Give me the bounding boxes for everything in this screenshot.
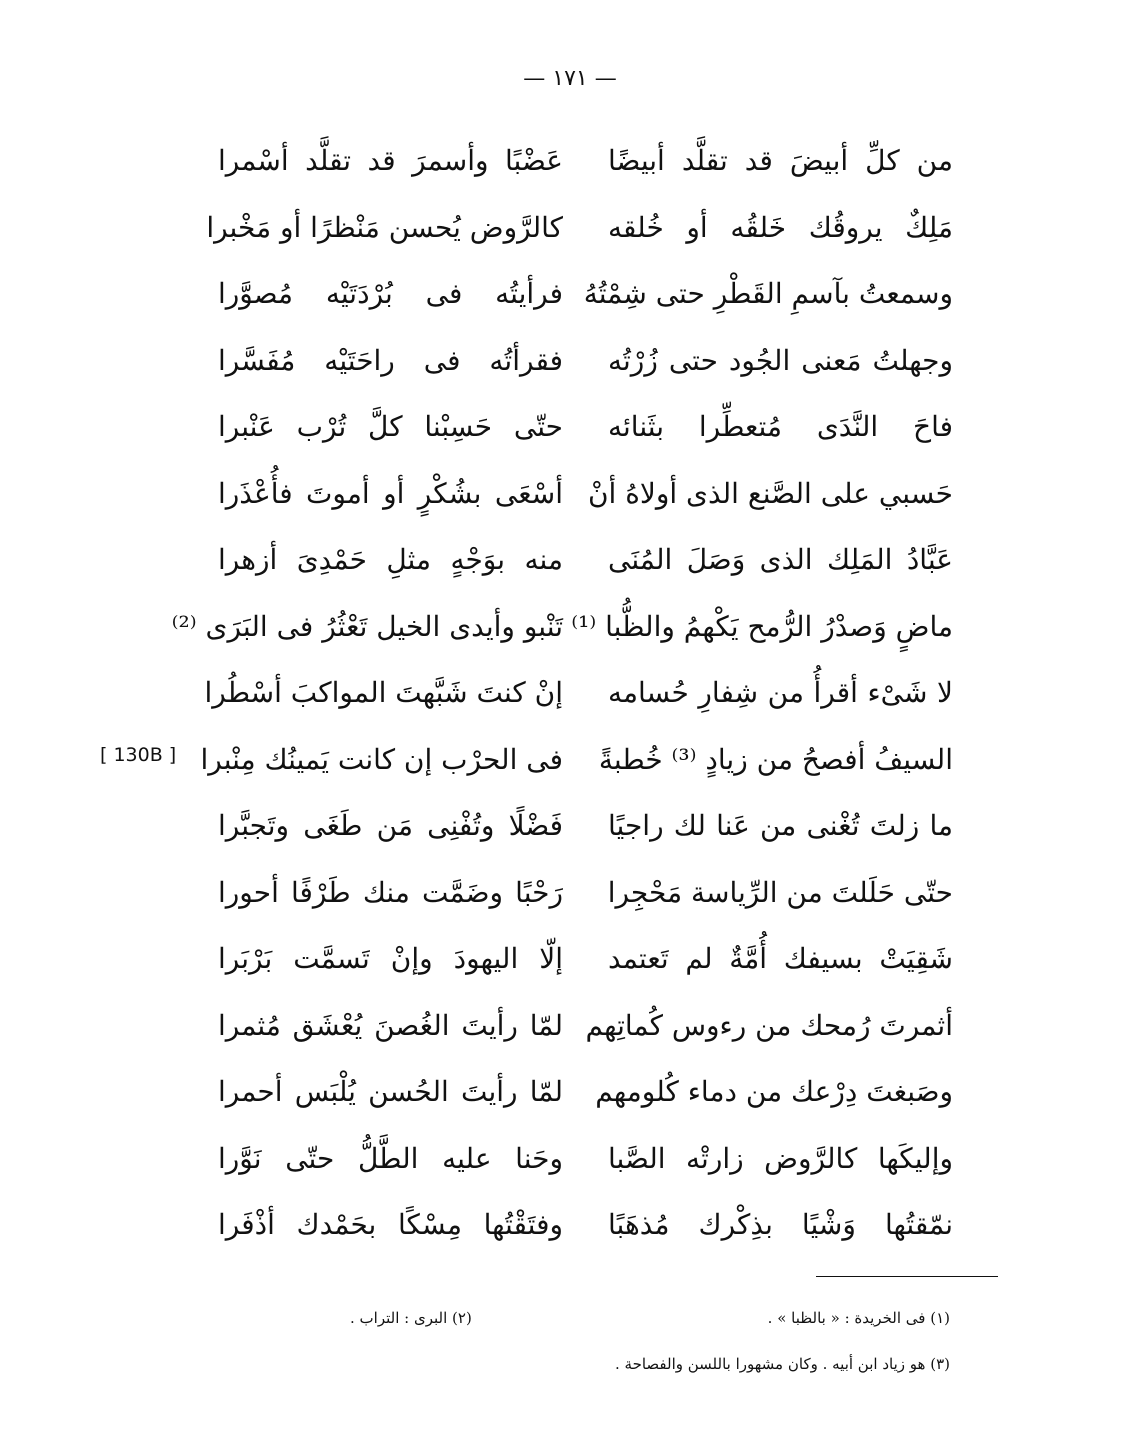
verse-second-hemistich: رَحْبًا وضَمَّت منك طَرْفًا أحورا <box>218 875 563 909</box>
verse-first-hemistich: ماضٍ وَصدْرُ الرُّمح يَكْهمُ والظُّبا ⁽¹⁾ <box>571 609 953 643</box>
verse-second-hemistich: إنْ كنتَ شَبَّهتَ المواكبَ أسْطُرا <box>204 676 563 710</box>
poem <box>171 128 953 1259</box>
verse-first-hemistich: حتّى حَلَلتَ من الرِّياسة مَحْجِرا <box>607 875 953 909</box>
verse-second-hemistich: منه بوَجْهٍ مثلِ حَمْدِىَ أزهرا <box>218 543 563 577</box>
verse-second-hemistich: وحَنا عليه الطَّلُّ حتّى نَوَّرا <box>218 1141 563 1175</box>
footnote-text: البرى : التراب . <box>350 1309 448 1327</box>
verse-first-hemistich: فاحَ النَّدَى مُتعطِّرا بثَنائه <box>608 410 953 444</box>
footnote-marker: (٣) <box>930 1355 950 1373</box>
footnotes-row <box>350 1352 950 1376</box>
verse-first-hemistich: شَقِيَتْ بسيفك أُمَّةٌ لم تَعتمد <box>608 942 953 976</box>
verse-line <box>218 860 953 927</box>
footnote-text: هو زياد ابن أبيه . وكان مشهورا باللسن والفصاحة . <box>614 1355 926 1373</box>
verse-second-hemistich: إلّا اليهودَ وإنْ تَسمَّت بَرْبَرا <box>218 942 563 976</box>
verse-second-hemistich: تَنْبو وأيدى الخيل تَعْثُرُ فى البَرَى ⁽²⁾ <box>171 609 563 643</box>
verse-line <box>218 328 953 395</box>
footnote-marker: (٢) <box>452 1309 472 1327</box>
verse-second-hemistich: فرأيتُه فى بُرْدَتَيْه مُصوَّرا <box>218 277 563 311</box>
verse-second-hemistich: فى الحرْب إن كانت يَمينُك مِنْبرا <box>200 742 563 776</box>
verse-line <box>218 1192 953 1259</box>
verse-first-hemistich: وسمعتُ بآسمِ القَطْرِ حتى شِمْتُهُ <box>583 277 953 311</box>
verse-line <box>200 727 953 794</box>
verse-second-hemistich: فَضْلًا وتُفْنِى مَن طَغَى وتَجبَّرا <box>218 809 563 843</box>
verse-first-hemistich: من كلِّ أبيضَ قد تقلَّد أبيضًا <box>608 144 953 178</box>
footnote-marker: (١) <box>930 1309 950 1327</box>
verse-line <box>218 394 953 461</box>
verse-second-hemistich: عَضْبًا وأسمرَ قد تقلَّد أسْمرا <box>218 144 563 178</box>
verse-first-hemistich: عَبَّادُ المَلِك الذى وَصَلَ المُنَى <box>608 543 953 577</box>
margin-reference: [ 130B ] <box>100 744 177 766</box>
verse-first-hemistich: وصَبغتَ دِرْعك من دماء كُلومهم <box>595 1075 953 1109</box>
verse-line <box>218 261 953 328</box>
verse-second-hemistich: حتّى حَسِبْنا كلَّ تُرْب عَنْبرا <box>218 410 563 444</box>
footnote-2 <box>350 1306 472 1330</box>
verse-first-hemistich: وجهلتُ مَعنى الجُود حتى زُرْتُه <box>608 343 953 377</box>
verse-first-hemistich: وإليكَها كالرَّوض زارتْه الصَّبا <box>608 1141 953 1175</box>
verse-line <box>218 993 953 1060</box>
footnote-text: فى الخريدة : « بالظبا » . <box>767 1309 926 1327</box>
verse-second-hemistich: كالرَّوض يُحسن مَنْظرًا أو مَخْبرا <box>206 210 563 244</box>
verse-second-hemistich: فقرأتُه فى راحَتَيْه مُفَسَّرا <box>218 343 563 377</box>
verse-line <box>218 926 953 993</box>
verse-line <box>206 195 953 262</box>
verse-line <box>218 461 953 528</box>
footnote-divider <box>816 1276 998 1277</box>
verse-line <box>218 527 953 594</box>
verse-line <box>218 793 953 860</box>
verse-second-hemistich: لمّا رأيتَ الغُصنَ يُعْشَق مُثمرا <box>218 1008 563 1042</box>
verse-second-hemistich: وفتَقْتُها مِسْكًا بحَمْدك أذْفَرا <box>218 1208 563 1242</box>
verse-first-hemistich: نمّقتُها وَشْيًا بذِكْرك مُذهَبًا <box>608 1208 953 1242</box>
verse-second-hemistich: أسْعَى بشُكْرٍ أو أموتَ فأُعْذَرا <box>218 476 563 510</box>
footnote-3 <box>615 1355 950 1373</box>
verse-first-hemistich: ما زلتَ تُغْنى من عَنا لك راجيًا <box>608 809 953 843</box>
verse-line <box>218 128 953 195</box>
footnote-1 <box>768 1306 950 1330</box>
verse-line <box>204 660 953 727</box>
footnotes-row <box>350 1306 950 1330</box>
verse-first-hemistich: أثمرتَ رُمحك من رءوس كُماتِهم <box>585 1008 953 1042</box>
verse-second-hemistich: لمّا رأيتَ الحُسن يُلْبَس أحمرا <box>218 1075 563 1109</box>
page-number: — ١٧١ — <box>523 66 617 91</box>
verse-line <box>218 1126 953 1193</box>
verse-first-hemistich: حَسبي على الصَّنع الذى أولاهُ أنْ <box>587 476 953 510</box>
verse-line <box>218 1059 953 1126</box>
verse-first-hemistich: لا شَىْء أقرأُ من شِفارِ حُسامه <box>608 676 953 710</box>
verse-line <box>171 594 953 661</box>
verse-first-hemistich: السيفُ أفصحُ من زيادٍ ⁽³⁾ خُطبةً <box>598 742 953 776</box>
verse-first-hemistich: مَلِكٌ يروقُك خَلقُه أو خُلقه <box>608 210 953 244</box>
